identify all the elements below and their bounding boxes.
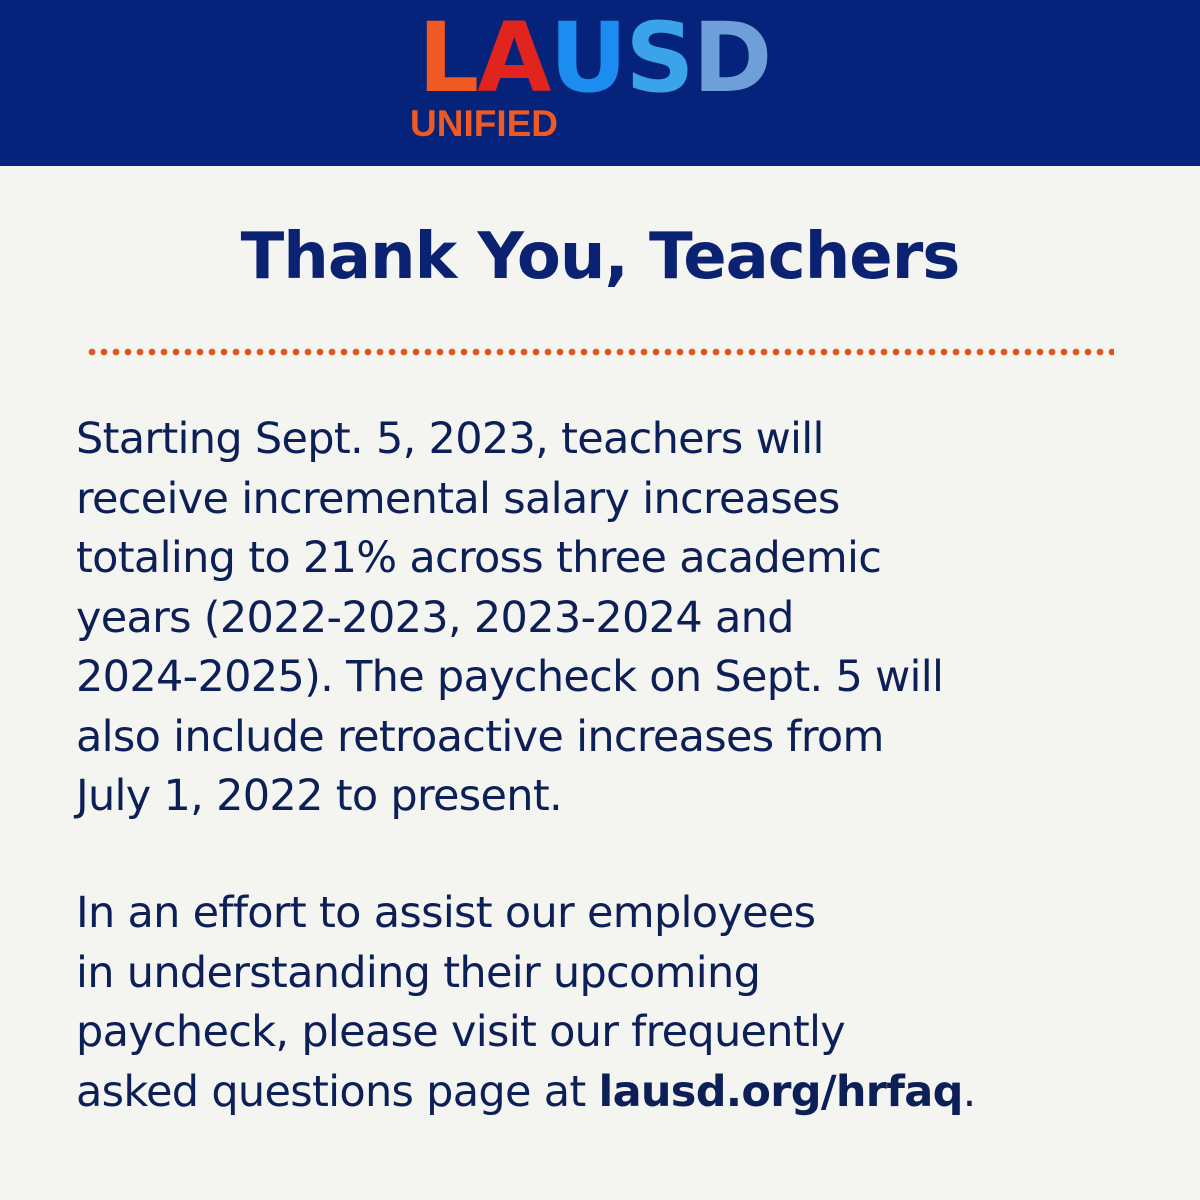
logo-letter-l: L [418, 2, 478, 114]
logo-letter-s: S [625, 2, 693, 114]
paragraph-last-line [76, 1063, 1156, 1123]
faq-prefix-text: asked questions page at [76, 1066, 599, 1117]
paragraph-line: July 1, 2022 to present. [76, 771, 562, 821]
logo-unified-text: UNIFIED [410, 103, 558, 144]
page-title: Thank You, Teachers [240, 220, 960, 294]
logo-letter-u: U [549, 2, 626, 114]
logo-wordmark [418, 2, 818, 114]
paragraph-line: paycheck, please visit our frequently [76, 1007, 846, 1057]
paragraph-line: 2024-2025). The paycheck on Sept. 5 will [76, 652, 944, 702]
paragraph-line: also include retroactive increases from [76, 711, 884, 762]
faq-paragraph [76, 884, 1156, 1122]
logo-letter-d: D [692, 2, 771, 114]
paragraph-line: in understanding their upcoming [76, 947, 761, 998]
dotted-divider [86, 348, 1114, 356]
faq-url-link[interactable]: lausd.org/hrfaq [598, 1066, 963, 1117]
paragraph-line: receive incremental salary increases [76, 473, 840, 524]
lausd-logo [0, 0, 1200, 166]
salary-paragraph [76, 410, 1156, 827]
faq-suffix-text: . [962, 1066, 976, 1117]
logo-letter-a: A [477, 2, 550, 114]
paragraph-line: Starting Sept. 5, 2023, teachers will [76, 414, 824, 464]
paragraph-line: In an effort to assist our employees [76, 888, 816, 938]
paragraph-line: years (2022-2023, 2023-2024 and [76, 592, 794, 643]
paragraph-line: totaling to 21% across three academic [76, 533, 882, 583]
